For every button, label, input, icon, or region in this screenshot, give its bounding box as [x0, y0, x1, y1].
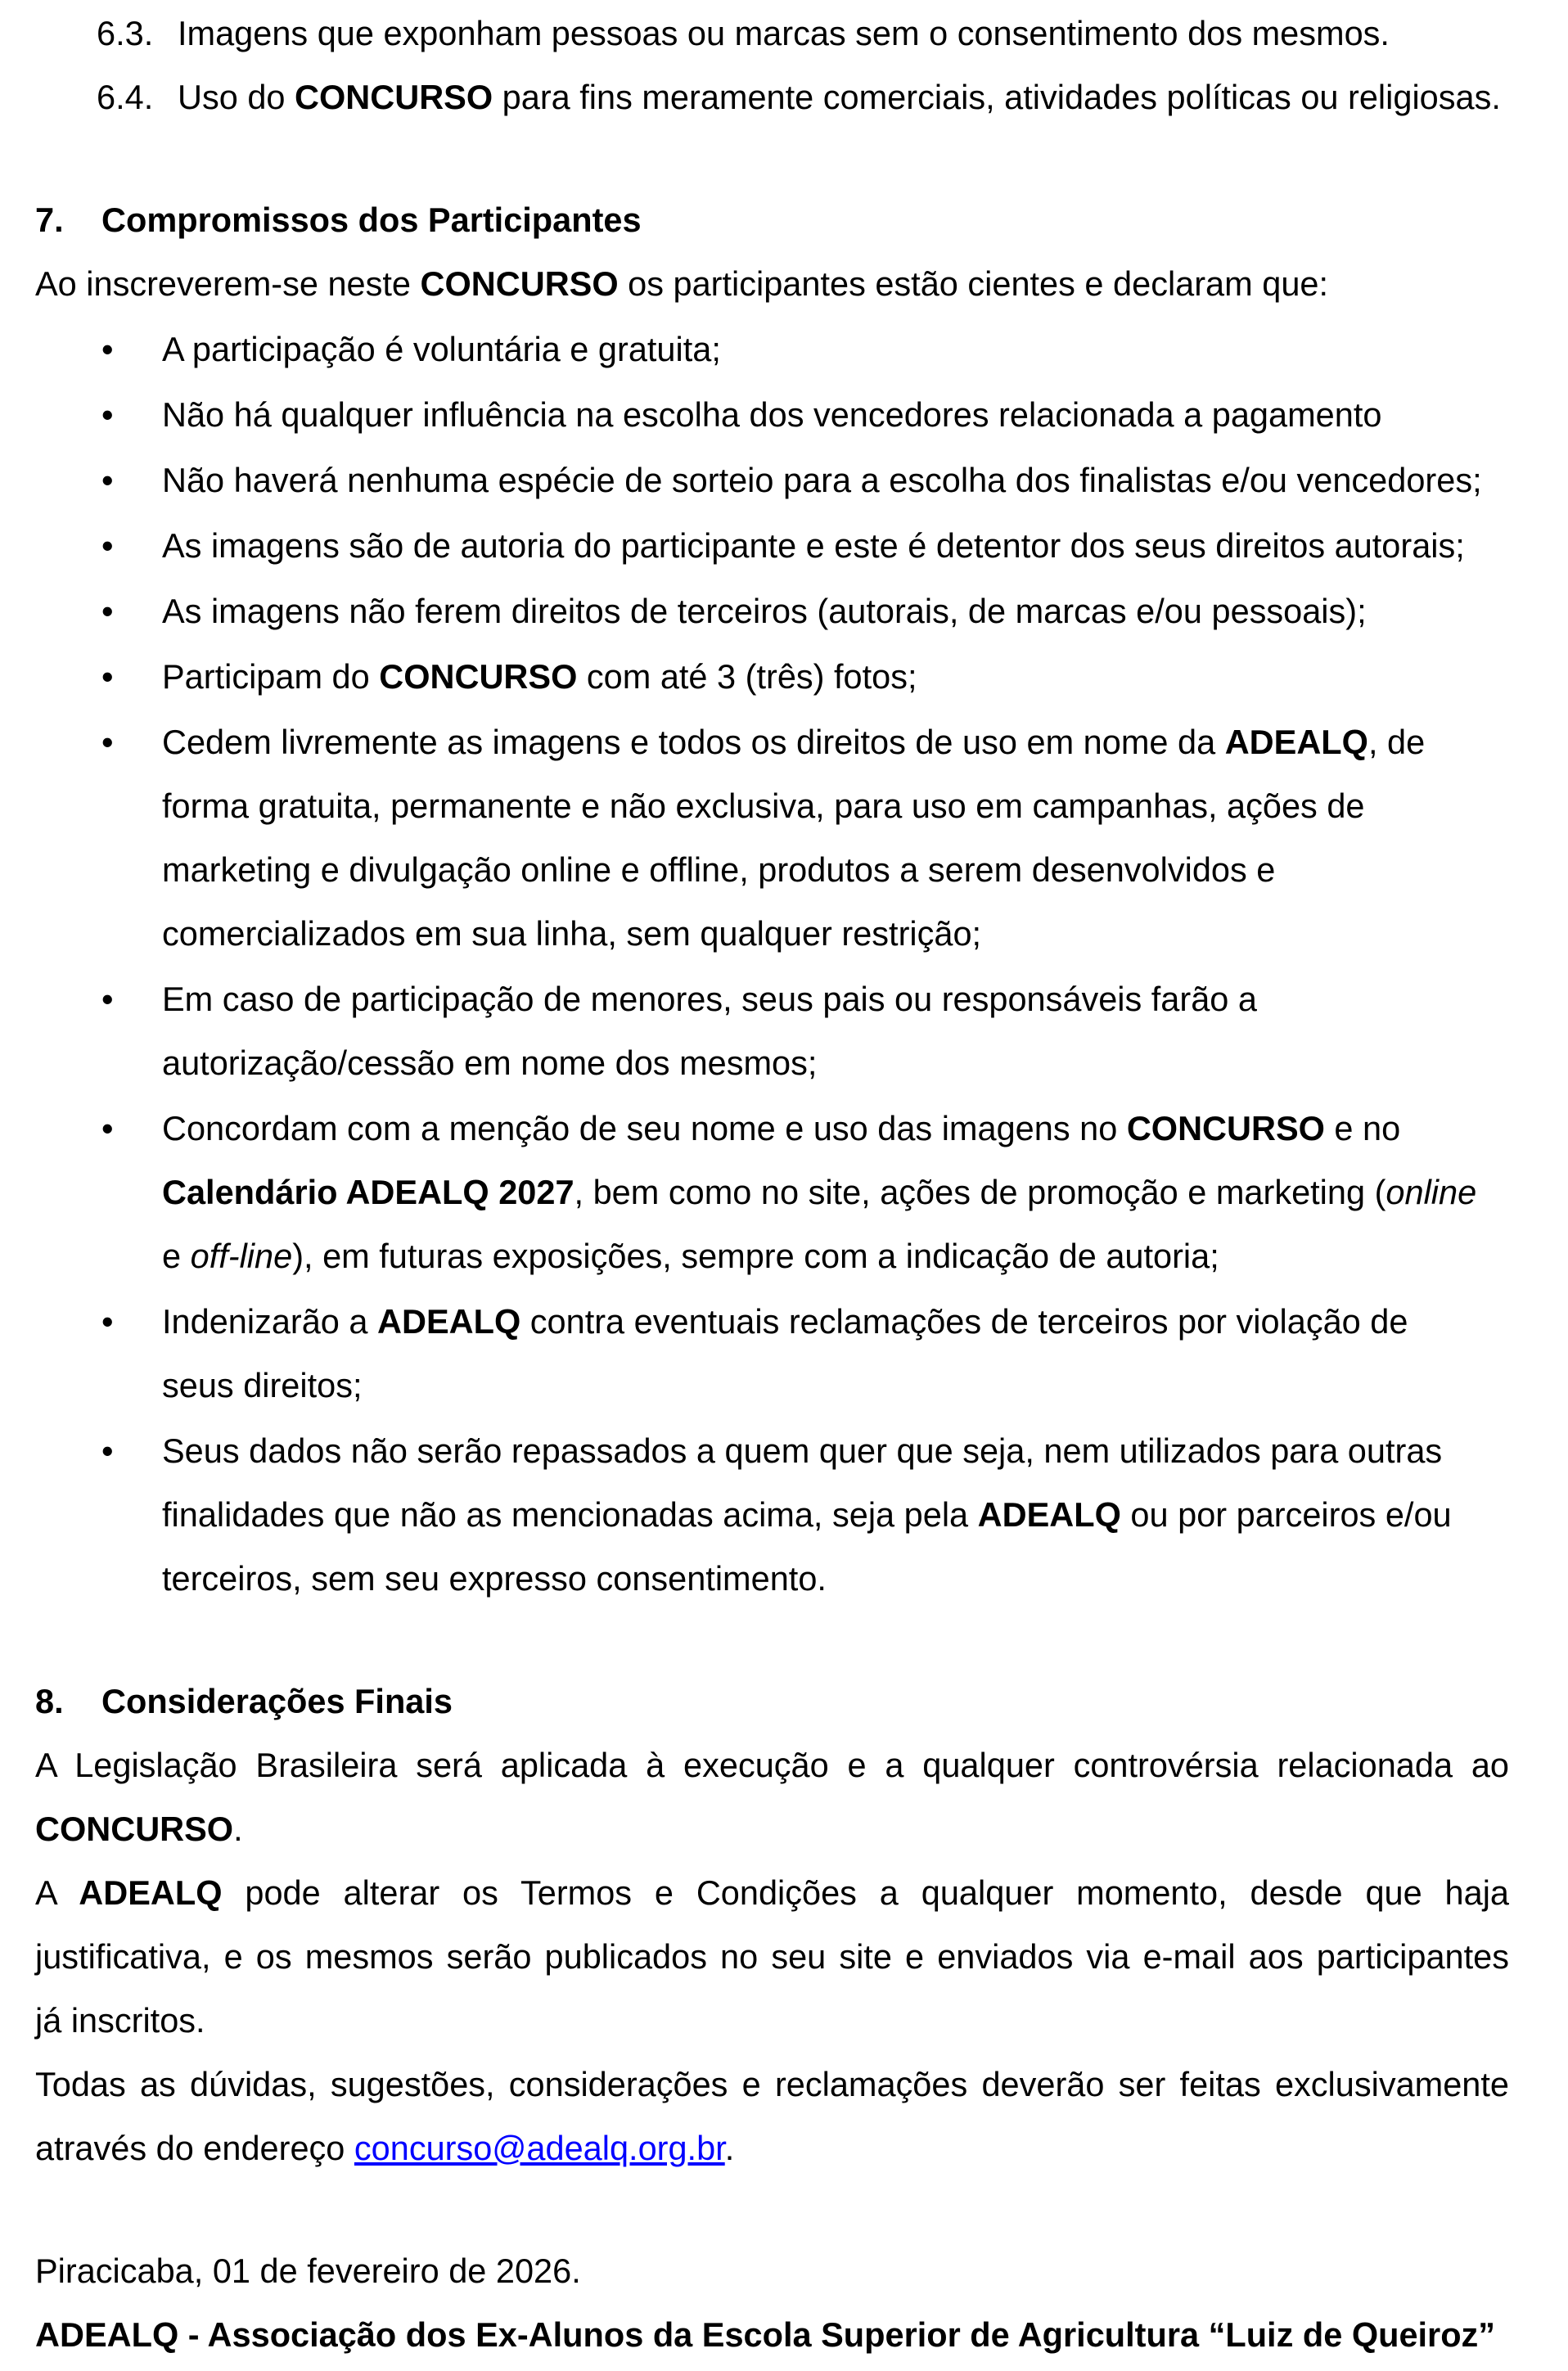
text-segment: A participação é voluntária e gratuita;: [162, 330, 721, 368]
text-segment: CONCURSO: [1126, 1109, 1325, 1147]
text-segment: contra eventuais reclamações de terceiros por violação de: [520, 1302, 1408, 1341]
paragraph: [35, 2239, 1509, 2303]
text-line: [162, 514, 1509, 578]
paragraph: [35, 1733, 1509, 1861]
text-line: [162, 1483, 1509, 1547]
text-segment: para fins meramente comerciais, atividades políticas ou religiosas.: [493, 78, 1501, 116]
text-segment: e no: [1324, 1109, 1401, 1147]
bullet-icon: •: [101, 461, 114, 499]
bullet-icon: •: [101, 723, 114, 761]
bullet-item: [35, 514, 1509, 578]
text-segment: através do endereço: [35, 2129, 354, 2167]
text-segment: CONCURSO: [420, 264, 619, 303]
bullet-icon: •: [101, 980, 114, 1018]
paragraph: [35, 2053, 1509, 2180]
text-line: [162, 1161, 1509, 1224]
text-segment: Compromissos dos Participantes: [101, 201, 642, 239]
text-line: [101, 188, 1509, 252]
text-line: [35, 2116, 1509, 2180]
text-line: [35, 1925, 1509, 1989]
paragraph: [35, 1861, 1509, 2053]
paragraph: [35, 252, 1509, 316]
text-line: [178, 65, 1509, 129]
bullet-item: [35, 449, 1509, 512]
bullet-item: [35, 967, 1509, 1095]
text-line: [162, 318, 1509, 381]
text-segment: e: [162, 1237, 191, 1275]
text-segment: Indenizarão a: [162, 1302, 378, 1341]
text-line: [35, 1797, 1509, 1861]
text-line: [162, 1354, 1509, 1418]
section-heading: [35, 188, 1509, 252]
text-line: [162, 383, 1509, 447]
bullet-icon: •: [101, 1302, 114, 1341]
text-segment: Não haverá nenhuma espécie de sorteio para a escolha dos finalistas e/ou vencedores;: [162, 461, 1482, 499]
section-heading: [35, 1670, 1509, 1733]
text-line: [162, 1419, 1509, 1483]
text-line: [162, 449, 1509, 512]
bullet-icon: •: [101, 395, 114, 434]
text-line: [35, 2053, 1509, 2116]
bullet-item: [35, 710, 1509, 966]
text-segment: Concordam com a menção de seu nome e uso das imagens no: [162, 1109, 1127, 1147]
bullet-icon: •: [101, 1431, 114, 1470]
text-line: [35, 2303, 1509, 2367]
text-segment: Cedem livremente as imagens e todos os direitos de uso em nome da: [162, 723, 1225, 761]
numbered-item: [35, 65, 1509, 129]
text-segment: , de: [1367, 723, 1426, 761]
text-segment: já inscritos.: [35, 2001, 205, 2040]
bullet-item: [35, 1419, 1509, 1611]
text-line: [162, 838, 1509, 902]
text-segment: ADEALQ: [377, 1302, 521, 1341]
text-line: [162, 1290, 1509, 1354]
text-segment: autorização/cessão em nome dos mesmos;: [162, 1044, 818, 1082]
item-number: 8.: [35, 1682, 64, 1720]
text-segment: ADEALQ: [977, 1495, 1121, 1534]
text-segment: Uso do: [178, 78, 295, 116]
text-line: [162, 645, 1509, 709]
text-line: [162, 1547, 1509, 1611]
text-segment: pode alterar os Termos e Condições a qualquer momento, desde que haja: [222, 1873, 1510, 1912]
bullet-item: [35, 579, 1509, 643]
text-segment: seus direitos;: [162, 1366, 363, 1404]
text-segment: Piracicaba, 01 de fevereiro de 2026.: [35, 2252, 581, 2290]
text-segment: comercializados em sua linha, sem qualquer restrição;: [162, 914, 982, 953]
bullet-icon: •: [101, 592, 114, 630]
text-segment: Participam do: [162, 657, 380, 696]
text-line: [162, 1031, 1509, 1095]
text-line: [178, 2, 1509, 65]
bullet-item: [35, 1290, 1509, 1418]
text-line: [162, 1224, 1509, 1288]
text-segment: CONCURSO: [35, 1810, 234, 1848]
paragraph: [35, 2303, 1509, 2367]
text-segment: ADEALQ - Associação dos Ex-Alunos da Escola Superior de Agricultura “Luiz de Queiroz”: [35, 2315, 1496, 2354]
bullet-icon: •: [101, 526, 114, 565]
bullet-item: [35, 645, 1509, 709]
text-line: [35, 252, 1509, 316]
text-segment: Seus dados não serão repassados a quem quer que seja, nem utilizados para outras: [162, 1431, 1443, 1470]
text-line: [162, 579, 1509, 643]
text-segment: CONCURSO: [295, 78, 493, 116]
text-segment: As imagens não ferem direitos de terceiros (autorais, de marcas e/ou pessoais);: [162, 592, 1367, 630]
item-number: 6.4.: [97, 78, 154, 116]
numbered-item: [35, 2, 1509, 65]
text-segment: os participantes estão cientes e declaram que:: [618, 264, 1329, 303]
text-segment: Não há qualquer influência na escolha dos vencedores relacionada a pagamento: [162, 395, 1382, 434]
text-segment: marketing e divulgação online e offline, produtos a serem desenvolvidos e: [162, 850, 1276, 889]
text-segment: , bem como no site, ações de promoção e marketing (: [574, 1173, 1386, 1211]
bullet-item: [35, 318, 1509, 381]
bullet-icon: •: [101, 657, 114, 696]
bullet-icon: •: [101, 330, 114, 368]
text-line: [162, 967, 1509, 1031]
text-line: [162, 902, 1509, 966]
text-segment: As imagens são de autoria do participante e este é detentor dos seus direitos autorais;: [162, 526, 1465, 565]
text-line: [162, 710, 1509, 774]
text-segment: terceiros, sem seu expresso consentimento.: [162, 1559, 827, 1598]
text-segment: finalidades que não as mencionadas acima, seja pela: [162, 1495, 978, 1534]
text-segment: ADEALQ: [1224, 723, 1368, 761]
text-segment: Considerações Finais: [101, 1682, 453, 1720]
text-segment: Imagens que exponham pessoas ou marcas sem o consentimento dos mesmos.: [178, 14, 1390, 52]
text-line: [35, 1861, 1509, 1925]
item-number: 6.3.: [97, 14, 154, 52]
text-segment: .: [233, 1810, 243, 1848]
text-line: [101, 1670, 1509, 1733]
item-number: 7.: [35, 201, 64, 239]
text-segment: forma gratuita, permanente e não exclusiva, para uso em campanhas, ações de: [162, 787, 1365, 825]
text-line: [162, 1097, 1509, 1161]
text-segment: CONCURSO: [379, 657, 578, 696]
text-segment: justificativa, e os mesmos serão publicados no seu site e enviados via e-mail aos participantes: [35, 1937, 1509, 1976]
text-segment: A: [35, 1873, 79, 1912]
email-link[interactable]: concurso@adealq.org.br: [354, 2129, 725, 2167]
text-segment: Ao inscreverem-se neste: [35, 264, 421, 303]
text-segment: com até 3 (três) fotos;: [577, 657, 917, 696]
text-line: [162, 774, 1509, 838]
bullet-icon: •: [101, 1109, 114, 1147]
text-segment: Calendário ADEALQ 2027: [162, 1173, 574, 1211]
text-segment: ou por parceiros e/ou: [1120, 1495, 1452, 1534]
text-line: [35, 1733, 1509, 1797]
text-line: [35, 1989, 1509, 2053]
text-segment: ), em futuras exposições, sempre com a indicação de autoria;: [292, 1237, 1219, 1275]
text-segment: .: [724, 2129, 735, 2167]
text-segment: online: [1386, 1173, 1477, 1211]
text-segment: A Legislação Brasileira será aplicada à execução e a qualquer controvérsia relacionada ao: [35, 1746, 1509, 1784]
bullet-item: [35, 1097, 1509, 1288]
text-line: [35, 2239, 1509, 2303]
text-segment: Todas as dúvidas, sugestões, considerações e reclamações deverão ser feitas exclusivamente: [35, 2065, 1509, 2103]
text-segment: off-line: [190, 1237, 293, 1275]
bullet-item: [35, 383, 1509, 447]
text-segment: ADEALQ: [79, 1873, 223, 1912]
text-segment: Em caso de participação de menores, seus pais ou responsáveis farão a: [162, 980, 1257, 1018]
